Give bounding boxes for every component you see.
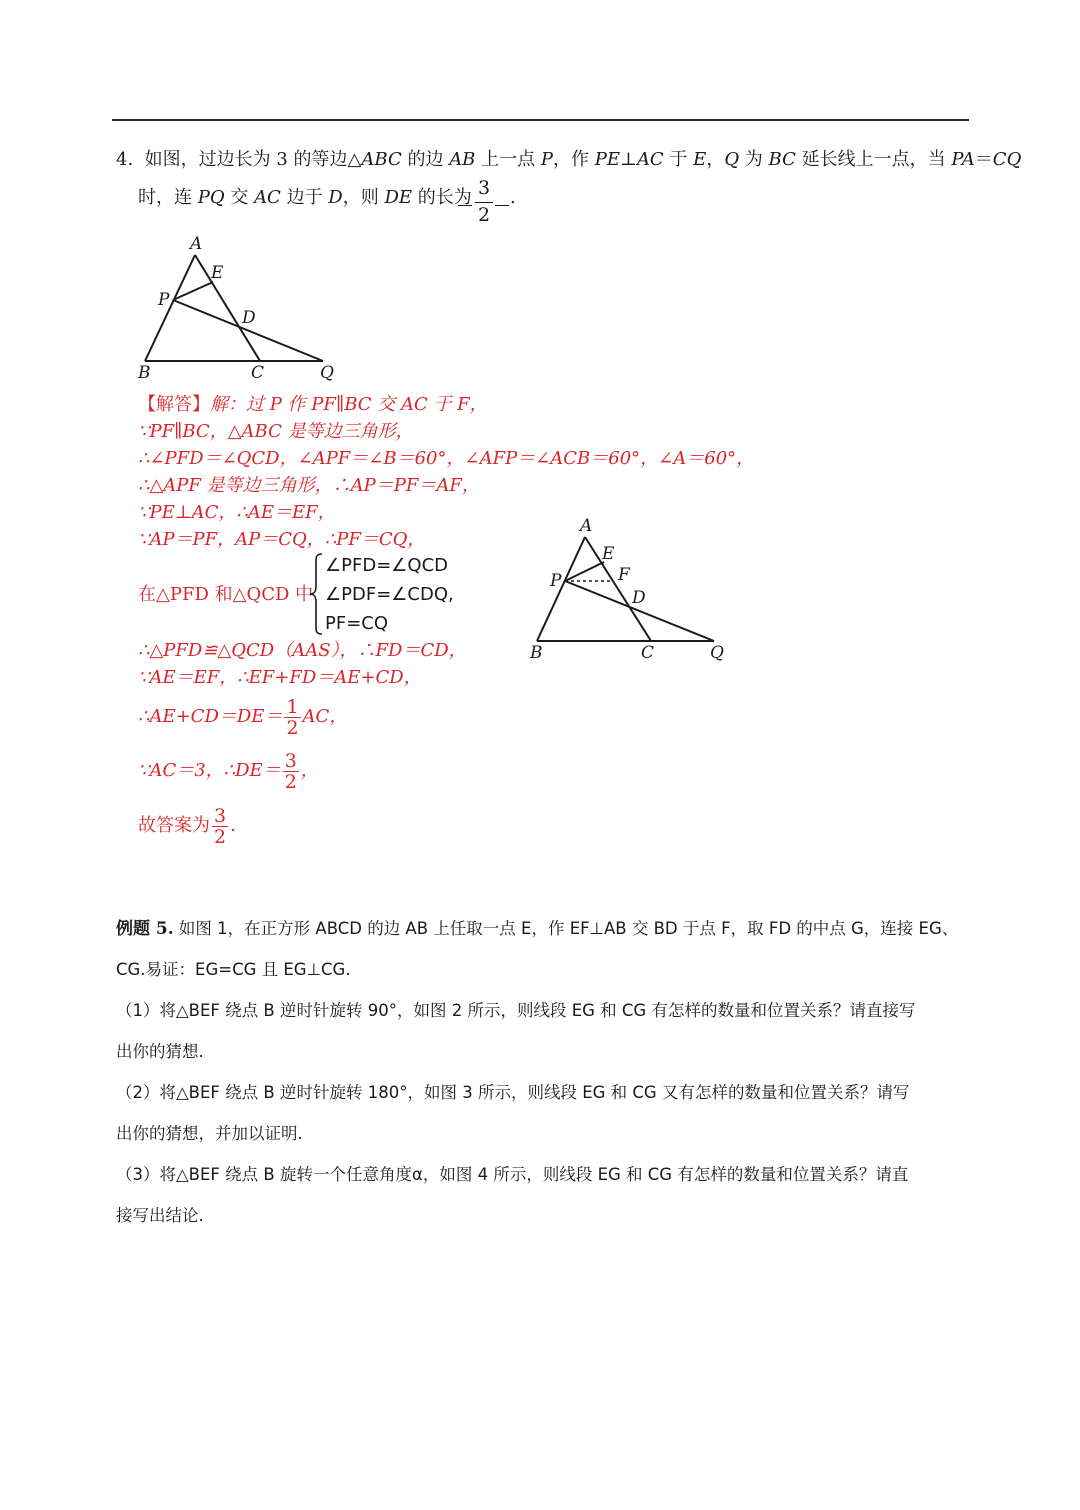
label-b: B: [138, 363, 151, 383]
solution-line-4: ∴△APF 是等边三角形，∴AP＝PF＝AF，: [138, 475, 480, 496]
example5-line6: 出你的猜想，并加以证明.: [116, 1124, 303, 1143]
solution-line-10: ∴AE+CD＝DE＝ $\frac{1}{2}$ AC，: [138, 695, 348, 739]
problem-number: 4.: [116, 149, 134, 170]
label-d: D: [242, 308, 256, 328]
example5-line1: 例题 5. 如图 1，在正方形 ABCD 的边 AB 上任取一点 E，作 EF⊥AB 交 BD 于点 F，取 FD 的中点 G，连接 EG、: [116, 919, 959, 939]
answer-denominator: 2: [477, 204, 491, 226]
solution-line-9: ∵AE＝EF，∴EF+FD＝AE+CD，: [138, 667, 422, 688]
solution-line-12: 故答案为 $\frac{3}{2}$ .: [138, 804, 236, 848]
solution-line-1: 【解答】解：过 P 作 PF∥BC 交 AC 于 F，: [138, 394, 488, 415]
example5-line2: CG.易证：EG=CG 且 EG⊥CG.: [116, 960, 351, 979]
label-q: Q: [710, 643, 724, 663]
condition-2: ∠PDF=∠CDQ,: [325, 584, 454, 605]
segment-ab: [145, 255, 195, 361]
fraction-three-halves: $\frac{3}{2}$: [284, 749, 297, 793]
condition-1: ∠PFD=∠QCD: [325, 555, 449, 576]
brace-icon: [308, 552, 324, 636]
fraction-half: $\frac{1}{2}$: [286, 695, 299, 739]
label-e: E: [211, 263, 224, 283]
condition-3: PF=CQ: [325, 613, 389, 634]
label-d: D: [632, 588, 646, 608]
example5-line8: 接写出结论.: [116, 1206, 204, 1225]
label-c: C: [251, 363, 265, 383]
label-e: E: [602, 544, 615, 564]
label-b: B: [530, 643, 543, 663]
label-p: P: [550, 571, 562, 591]
figure-triangle-1: [130, 232, 350, 384]
fraction-answer: $\frac{3}{2}$: [214, 804, 227, 848]
label-q: Q: [320, 363, 334, 383]
solution-line-5: ∵PE⊥AC，∴AE＝EF，: [138, 502, 336, 523]
solution-line-11: ∵AC＝3，∴DE＝ $\frac{3}{2}$ ，: [138, 749, 319, 793]
label-a: A: [190, 234, 203, 254]
example5-line3: （1）将△BEF 绕点 B 逆时针旋转 90°，如图 2 所示，则线段 EG 和 CG 有怎样的数量和位置关系？请直接写: [116, 1001, 916, 1020]
label-p: P: [158, 290, 170, 310]
label-a: A: [580, 516, 593, 536]
example5-title: 例题 5.: [116, 919, 174, 939]
label-c: C: [641, 643, 655, 663]
header-rule: [112, 119, 969, 121]
answer-numerator: 3: [477, 177, 491, 199]
solution-line-8: ∴△PFD≌△QCD（AAS），∴FD＝CD，: [138, 640, 467, 661]
label-f: F: [618, 565, 630, 585]
problem4-line2: 时，连 PQ 交 AC 边于 D，则 DE 的长为: [138, 187, 472, 208]
solution-line-3: ∴∠PFD＝∠QCD，∠APF＝∠B＝60°，∠AFP＝∠ACB＝60°，∠A＝60°，: [138, 448, 755, 469]
answer-blank: 3 2 .: [458, 177, 516, 231]
solution-line-2: ∵PF∥BC，△ABC 是等边三角形，: [138, 421, 414, 442]
solution-line-6: ∵AP＝PF，AP＝CQ，∴PF＝CQ，: [138, 529, 426, 550]
example5-line7: （3）将△BEF 绕点 B 旋转一个任意角度α，如图 4 所示，则线段 EG 和 CG 有怎样的数量和位置关系？请直: [116, 1165, 909, 1184]
solution-tag: 【解答】: [138, 394, 210, 415]
figure-triangle-2: [522, 515, 737, 665]
example5-line5: （2）将△BEF 绕点 B 逆时针旋转 180°，如图 3 所示，则线段 EG 和 CG 又有怎样的数量和位置关系？请写: [116, 1083, 910, 1102]
example5-line4: 出你的猜想.: [116, 1042, 204, 1061]
solution-line-7: 在△PFD 和△QCD 中: [138, 584, 314, 605]
problem4-line1: 4. 如图，过边长为 3 的等边△ABC 的边 AB 上一点 P，作 PE⊥AC 于 E，Q 为 BC 延长线上一点，当 PA＝CQ: [116, 149, 1022, 170]
